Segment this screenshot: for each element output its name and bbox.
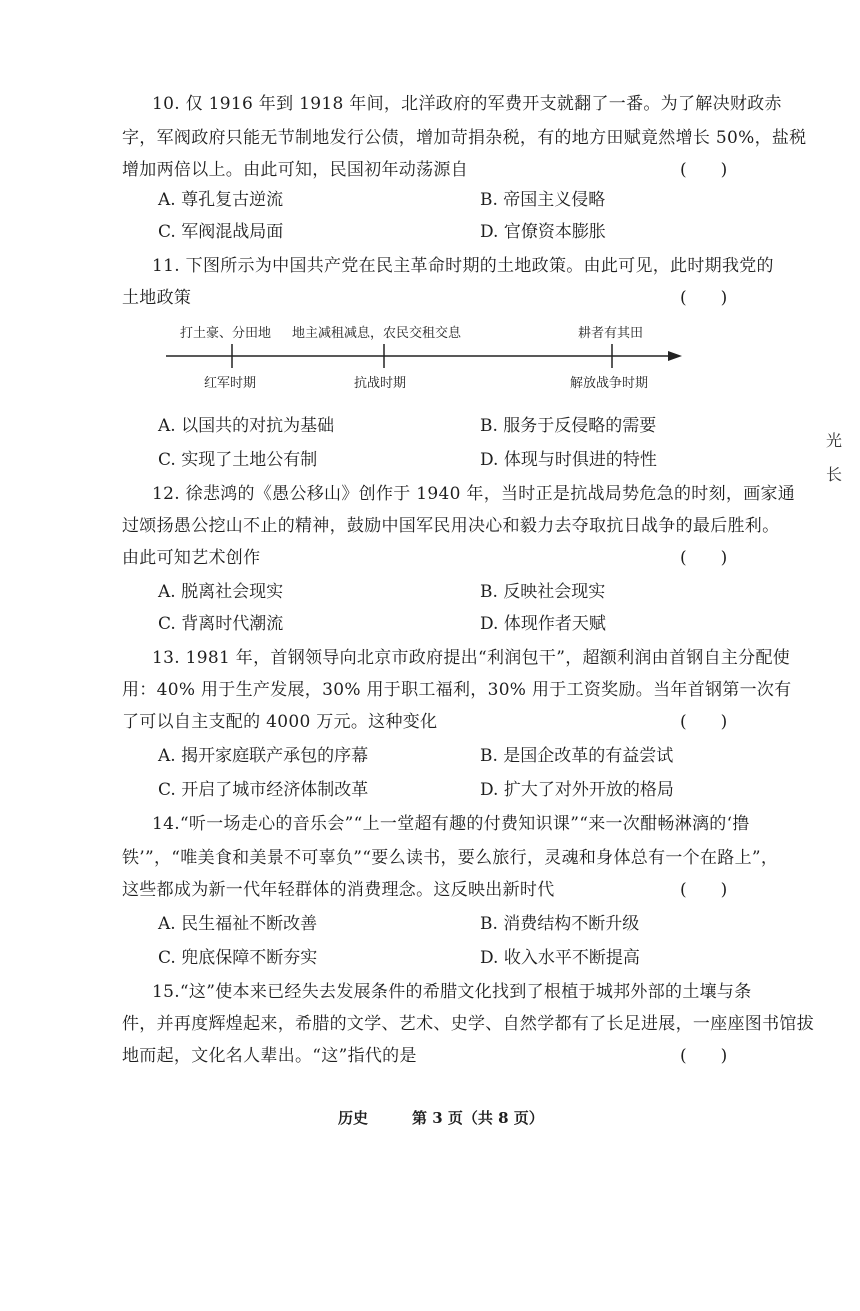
footer-subject: 历史	[338, 1109, 369, 1127]
q14-option-c: C. 兜底保障不断夯实	[158, 948, 318, 968]
q13-line-3: 了可以自主支配的 4000 万元。这种变化	[122, 712, 438, 732]
q10-line-2: 字，军阀政府只能无节制地发行公债，增加苛捐杂税，有的地方田赋竟然增长 50%，盐税	[122, 128, 807, 148]
timeline-top-label-2: 地主减租减息，农民交租交息	[292, 326, 462, 341]
land-policy-timeline	[160, 320, 690, 400]
q10-option-d: D. 官僚资本膨胀	[480, 222, 606, 242]
q12-answer-paren: ( )	[680, 548, 728, 568]
footer-page-number: 第 3 页（共 8 页）	[412, 1109, 544, 1127]
q14-answer-paren: ( )	[680, 880, 728, 900]
timeline-bottom-label-2: 抗战时期	[354, 376, 407, 391]
q14-line-2: 铁’”，“唯美食和美景不可辜负”“要么读书，要么旅行，灵魂和身体总有一个在路上”，	[122, 848, 779, 868]
q12-line-2: 过颂扬愚公挖山不止的精神，鼓励中国军民用决心和毅力去夺取抗日战争的最后胜利。	[122, 516, 780, 536]
q13-answer-paren: ( )	[680, 712, 728, 732]
q15-line-2: 件，并再度辉煌起来，希腊的文学、艺术、史学、自然学都有了长足进展，一座座图书馆拔	[122, 1014, 814, 1034]
q12-line-1: 12. 徐悲鸿的《愚公移山》创作于 1940 年，当时正是抗战局势危急的时刻，画家通	[152, 484, 796, 504]
q14-line-1: 14.“听一场走心的音乐会”“上一堂超有趣的付费知识课”“来一次酣畅淋漓的‘撸	[152, 814, 750, 834]
q10-line-3: 增加两倍以上。由此可知，民国初年动荡源自	[122, 160, 468, 180]
q12-option-d: D. 体现作者天赋	[480, 614, 606, 634]
q14-option-d: D. 收入水平不断提高	[480, 948, 640, 968]
q14-option-a: A. 民生福祉不断改善	[158, 914, 318, 934]
q10-answer-paren: ( )	[680, 160, 728, 180]
q11-option-b: B. 服务于反侵略的需要	[480, 416, 657, 436]
margin-mark-2: 长	[826, 465, 843, 484]
q11-line-1: 11. 下图所示为中国共产党在民主革命时期的土地政策。由此可见，此时期我党的	[152, 256, 774, 276]
q13-line-1: 13. 1981 年，首钢领导向北京市政府提出“利润包干”，超额利润由首钢自主分配使	[152, 648, 791, 668]
margin-mark-1: 光	[826, 431, 843, 450]
q11-line-2: 土地政策	[122, 288, 192, 308]
timeline-bottom-label-1: 红军时期	[204, 376, 257, 391]
q13-line-2: 用：40% 用于生产发展，30% 用于职工福利，30% 用于工资奖励。当年首钢第一次有	[122, 680, 792, 700]
q11-option-c: C. 实现了土地公有制	[158, 450, 318, 470]
q11-answer-paren: ( )	[680, 288, 728, 308]
q12-option-c: C. 背离时代潮流	[158, 614, 284, 634]
q15-answer-paren: ( )	[680, 1046, 728, 1066]
q10-option-c: C. 军阀混战局面	[158, 222, 284, 242]
q10-line-1: 10. 仅 1916 年到 1918 年间，北洋政府的军费开支就翻了一番。为了解决财政赤	[152, 94, 782, 114]
q14-line-3: 这些都成为新一代年轻群体的消费理念。这反映出新时代	[122, 880, 555, 900]
q15-line-1: 15.“这”使本来已经失去发展条件的希腊文化找到了根植于城邦外部的土壤与条	[152, 982, 752, 1002]
q10-option-a: A. 尊孔复古逆流	[158, 190, 284, 210]
q15-line-3: 地而起，文化名人辈出。“这”指代的是	[122, 1046, 417, 1066]
timeline-top-label-3: 耕者有其田	[578, 326, 644, 341]
q10-option-b: B. 帝国主义侵略	[480, 190, 606, 210]
timeline-arrow	[668, 351, 682, 361]
q13-option-d: D. 扩大了对外开放的格局	[480, 780, 674, 800]
timeline-bottom-label-3: 解放战争时期	[570, 376, 649, 391]
q12-line-3: 由此可知艺术创作	[122, 548, 261, 568]
q13-option-c: C. 开启了城市经济体制改革	[158, 780, 369, 800]
q12-option-b: B. 反映社会现实	[480, 582, 606, 602]
q14-option-b: B. 消费结构不断升级	[480, 914, 640, 934]
q11-option-a: A. 以国共的对抗为基础	[158, 416, 335, 436]
q11-option-d: D. 体现与时俱进的特性	[480, 450, 657, 470]
timeline-top-label-1: 打土豪、分田地	[180, 326, 272, 341]
q12-option-a: A. 脱离社会现实	[158, 582, 284, 602]
q13-option-b: B. 是国企改革的有益尝试	[480, 746, 674, 766]
q13-option-a: A. 揭开家庭联产承包的序幕	[158, 746, 369, 766]
